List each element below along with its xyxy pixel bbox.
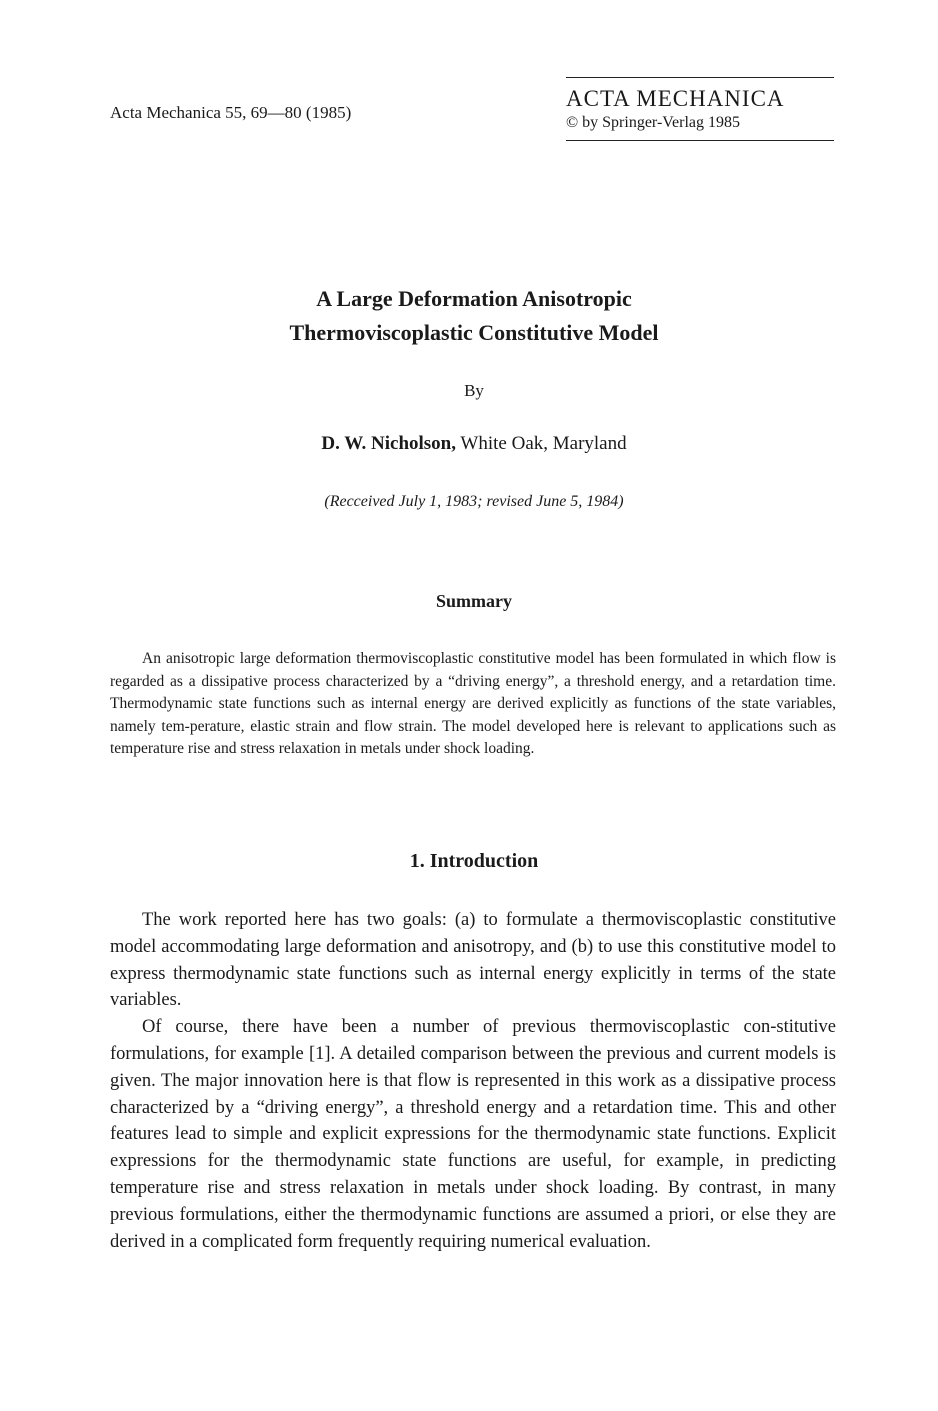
summary-heading: Summary: [436, 591, 512, 611]
author-name: D. W. Nicholson,: [321, 433, 456, 454]
summary-text: An anisotropic large deformation thermoviscoplastic constitutive model has been formulated in which flow is regarded as a dissipative process characterized by a “driving energy”, a threshold energy, and a retardation time. Thermodynamic state functions such as internal energy are derived explicitly as functions of the state variables, namely tem-perature, elastic strain and flow strain. The model developed here is relevant to applications such as temperature rise and stress relaxation in metals under shock loading.: [110, 650, 836, 758]
article-title: [200, 282, 748, 350]
copyright-notice: © by Springer-Verlag 1985: [566, 114, 741, 131]
section-heading-introduction: 1. Introduction: [409, 850, 539, 872]
paragraph: The work reported here has two goals: (a) to formulate a thermoviscoplastic constitutive model accommodating large deformation and anisotropy, and (b) to use this constitutive model to express thermodynamic state functions such as internal energy explicitly in terms of the state variables.: [110, 910, 836, 1011]
journal-masthead: [566, 77, 834, 141]
author-location: White Oak, Maryland: [460, 433, 627, 454]
introduction-body: [110, 907, 836, 1255]
journal-citation: Acta Mechanica 55, 69—80 (1985): [110, 103, 352, 122]
received-dates: (Recceived July 1, 1983; revised June 5, 1984): [324, 493, 624, 510]
title-line-2: Thermoviscoplastic Constitutive Model: [289, 320, 659, 345]
title-line-1: A Large Deformation Anisotropic: [316, 286, 632, 311]
by-line: By: [464, 381, 484, 400]
author-line: [120, 433, 828, 455]
journal-name: ACTA MECHANICA: [566, 86, 785, 111]
paragraph: Of course, there have been a number of previous thermoviscoplastic con-stitutive formulations, for example [1]. A detailed comparison between the previous and current models is given. The major innovation here is that flow is represented in this work as a dissipative process characterized by a “driving energy”, a threshold energy and a retardation time. This and other features lead to simple and explicit expressions for the thermodynamic state functions. Explicit expressions for the thermodynamic state functions are useful, for example, in predicting temperature rise and stress relaxation in metals under shock loading. By contrast, in many previous formulations, either the thermodynamic functions are assumed a priori, or else they are derived in a complicated form frequently requiring numerical evaluation.: [110, 1017, 836, 1252]
